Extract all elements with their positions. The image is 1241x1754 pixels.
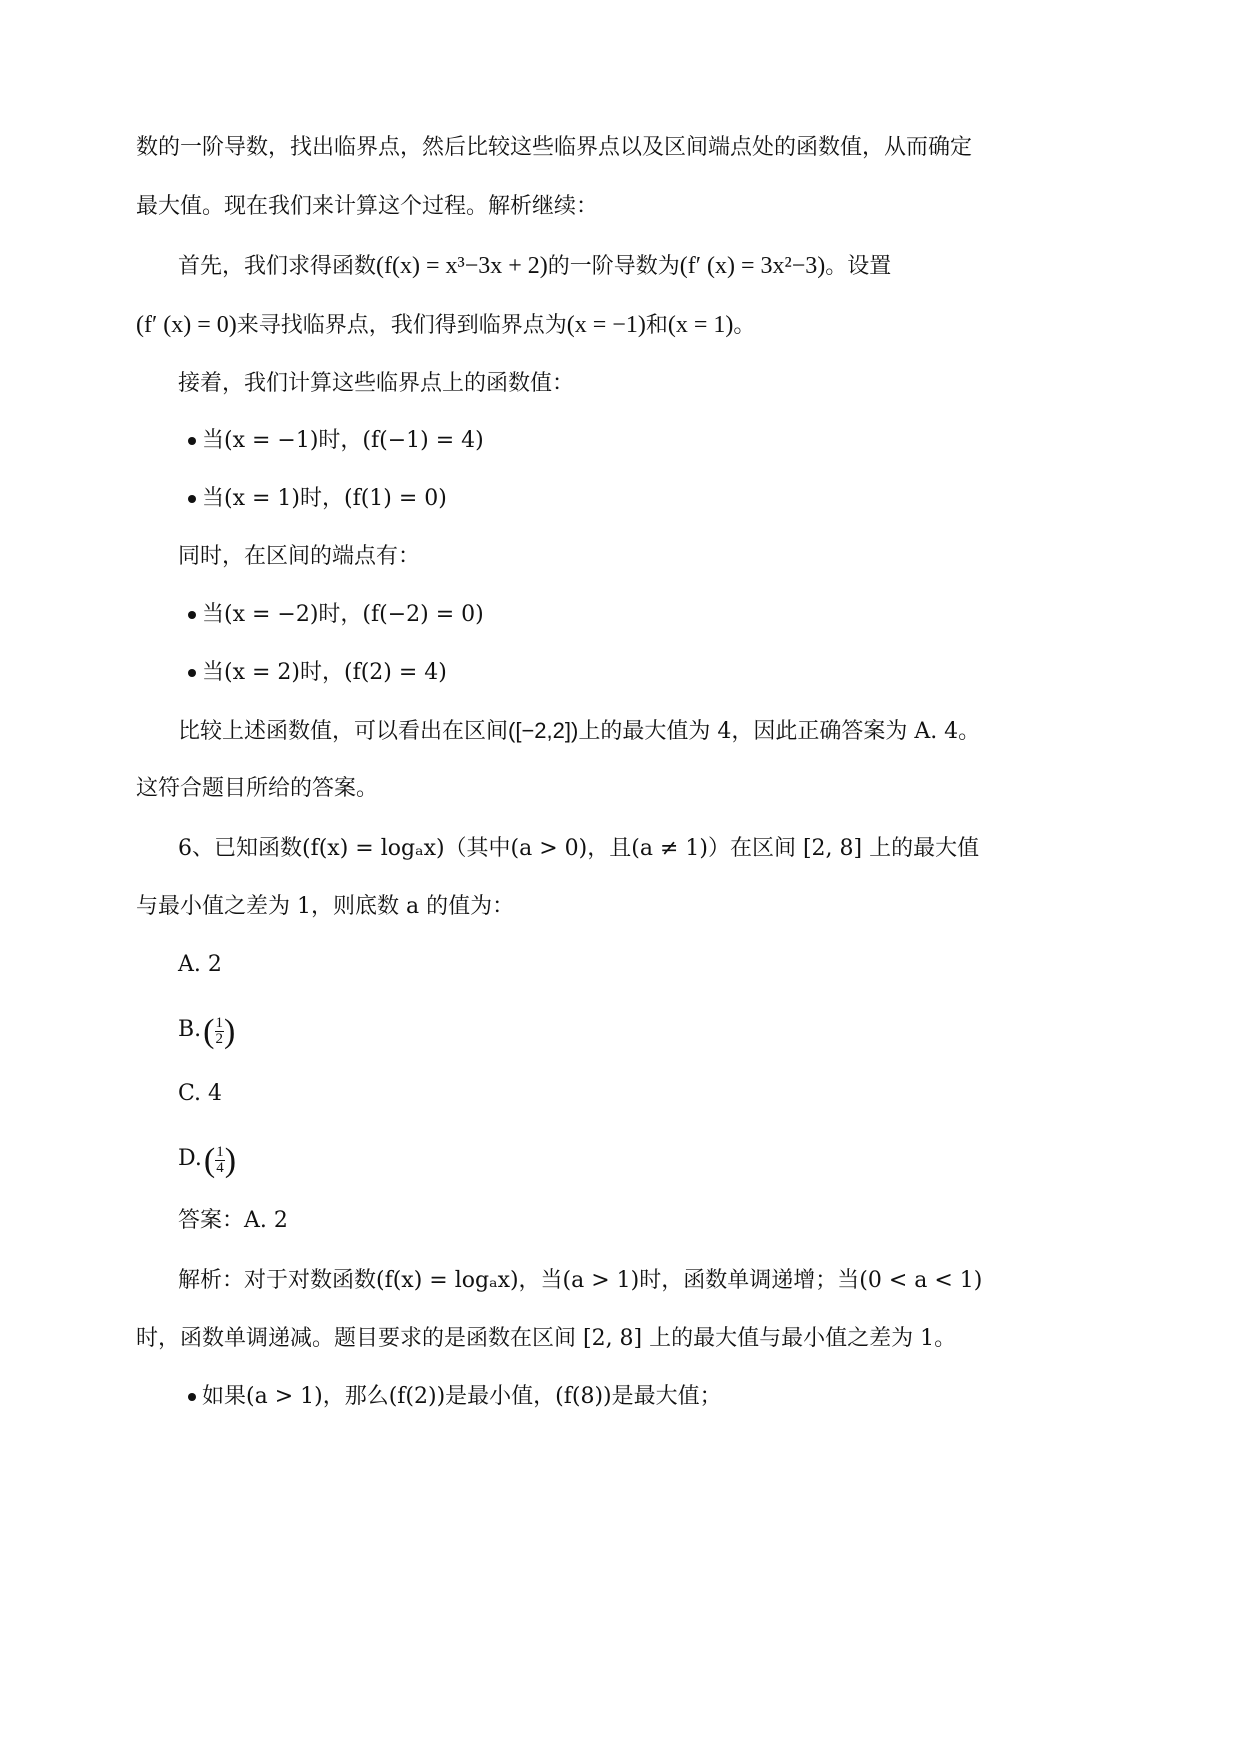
paragraph-line: 这符合题目所给的答案。 <box>136 776 379 801</box>
paragraph-line: 最大值。现在我们来计算这个过程。解析继续： <box>136 194 599 219</box>
paragraph-line <box>136 305 755 345</box>
text-run: 比较上述函数值，可以看出在区间 <box>178 719 509 744</box>
list-item: 当(x = −1)时，(f(−1) = 4) <box>202 428 484 453</box>
math-expression: (f′ (x) = 3x²−3) <box>679 253 826 279</box>
denominator: 4 <box>216 1160 224 1177</box>
math-expression: ([−2,2]) <box>508 718 579 743</box>
list-item: 当(x = 1)时，(f(1) = 0) <box>202 486 447 511</box>
text-run: 的一阶导数为 <box>547 254 680 279</box>
text-run: 首先，我们求得函数 <box>178 254 377 279</box>
option-label: B. <box>178 1017 202 1042</box>
numerator: 1 <box>216 1144 224 1161</box>
answer-line: 答案：A. 2 <box>178 1208 288 1233</box>
option-b <box>178 1010 235 1050</box>
list-item: 当(x = 2)时，(f(2) = 4) <box>202 660 447 685</box>
bullet-icon <box>188 437 196 445</box>
option-d <box>178 1139 236 1179</box>
text-run: 。设置 <box>825 254 892 279</box>
text-run: 和 <box>645 313 668 338</box>
question-line: 6、已知函数(f(x) = logₐx)（其中(a > 0)，且(a ≠ 1)）在区间 [2, 8] 上的最大值 <box>178 836 980 861</box>
math-expression: (x = 1) <box>667 312 734 338</box>
bullet-icon <box>188 611 196 619</box>
fraction: ( $\frac{1}{4}$ ) <box>203 1141 237 1179</box>
bullet-icon <box>188 1393 196 1401</box>
question-line: 与最小值之差为 1，则底数 a 的值为： <box>136 894 515 919</box>
numerator: 1 <box>215 1015 223 1032</box>
math-expression: (x = −1) <box>566 312 646 338</box>
paragraph-line: 接着，我们计算这些临界点上的函数值： <box>178 371 575 396</box>
fraction: ( $\frac{1}{2}$ ) <box>203 1012 236 1050</box>
option-a: A. 2 <box>178 952 222 977</box>
analysis-line: 解析：对于对数函数(f(x) = logₐx)，当(a > 1)时，函数单调递增；当(0 < a < 1) <box>178 1268 983 1293</box>
text-run: 来寻找临界点，我们得到临界点为 <box>236 313 567 338</box>
math-expression: (f′ (x) = 0) <box>136 312 237 338</box>
paragraph-line <box>178 246 891 286</box>
option-c: C. 4 <box>178 1081 223 1106</box>
paragraph-line: 同时，在区间的端点有： <box>178 544 421 569</box>
analysis-line: 时，函数单调递减。题目要求的是函数在区间 [2, 8] 上的最大值与最小值之差为 1。 <box>136 1326 957 1351</box>
text-run: 上的最大值为 4，因此正确答案为 A. 4。 <box>578 719 981 744</box>
text-run: 。 <box>733 313 756 338</box>
math-expression: (f(x) = x³−3x + 2) <box>376 253 548 279</box>
list-item: 当(x = −2)时，(f(−2) = 0) <box>202 602 484 627</box>
denominator: 2 <box>215 1031 223 1048</box>
paragraph-line <box>178 711 980 751</box>
bullet-icon <box>188 669 196 677</box>
paragraph-line: 数的一阶导数，找出临界点，然后比较这些临界点以及区间端点处的函数值，从而确定 <box>136 135 973 160</box>
option-label: D. <box>178 1146 202 1171</box>
list-item: 如果(a > 1)，那么(f(2))是最小值，(f(8))是最大值； <box>202 1384 722 1409</box>
bullet-icon <box>188 495 196 503</box>
